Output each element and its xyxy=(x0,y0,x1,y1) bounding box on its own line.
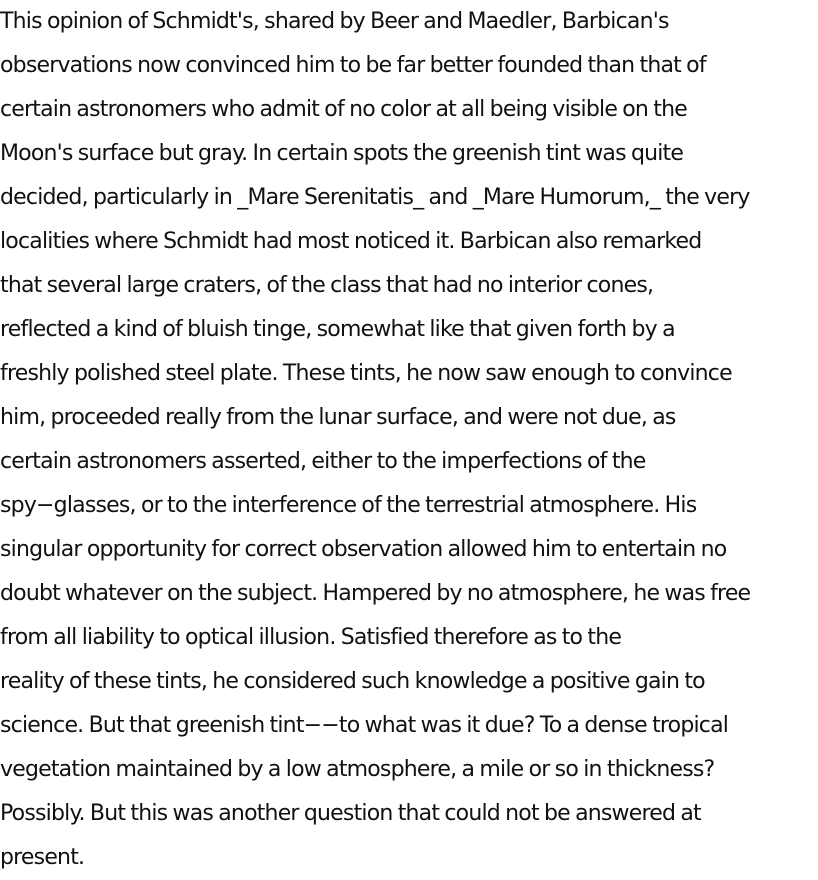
text-line-20: present. xyxy=(0,845,85,870)
text-line-8: reflected a kind of bluish tinge, somewhat like that given forth by a xyxy=(0,317,675,342)
text-line-19: Possibly. But this was another question that could not be answered at xyxy=(0,801,701,826)
text-line-15: from all liability to optical illusion. Satisfied therefore as to the xyxy=(0,625,622,650)
text-line-7: that several large craters, of the class that had no interior cones, xyxy=(0,273,654,298)
text-line-6: localities where Schmidt had most noticed it. Barbican also remarked xyxy=(0,229,702,254)
text-line-17: science. But that greenish tint−−to what was it due? To a dense tropical xyxy=(0,713,729,738)
text-line-3: certain astronomers who admit of no color at all being visible on the xyxy=(0,97,687,122)
text-line-18: vegetation maintained by a low atmosphere, a mile or so in thickness? xyxy=(0,757,715,782)
text-line-13: singular opportunity for correct observation allowed him to entertain no xyxy=(0,537,727,562)
text-line-1: This opinion of Schmidt's, shared by Beer and Maedler, Barbican's xyxy=(0,9,669,34)
text-line-4: Moon's surface but gray. In certain spots the greenish tint was quite xyxy=(0,141,684,166)
text-line-9: freshly polished steel plate. These tints, he now saw enough to convince xyxy=(0,361,732,386)
text-line-16: reality of these tints, he considered such knowledge a positive gain to xyxy=(0,669,705,694)
text-line-10: him, proceeded really from the lunar surface, and were not due, as xyxy=(0,405,676,430)
text-line-2: observations now convinced him to be far better founded than that of xyxy=(0,53,706,78)
text-line-11: certain astronomers asserted, either to the imperfections of the xyxy=(0,449,646,474)
text-line-14: doubt whatever on the subject. Hampered by no atmosphere, he was free xyxy=(0,581,751,606)
text-line-5: decided, particularly in _Mare Serenitatis_ and _Mare Humorum,_ the very xyxy=(0,185,750,210)
text-line-12: spy−glasses, or to the interference of the terrestrial atmosphere. His xyxy=(0,493,697,518)
